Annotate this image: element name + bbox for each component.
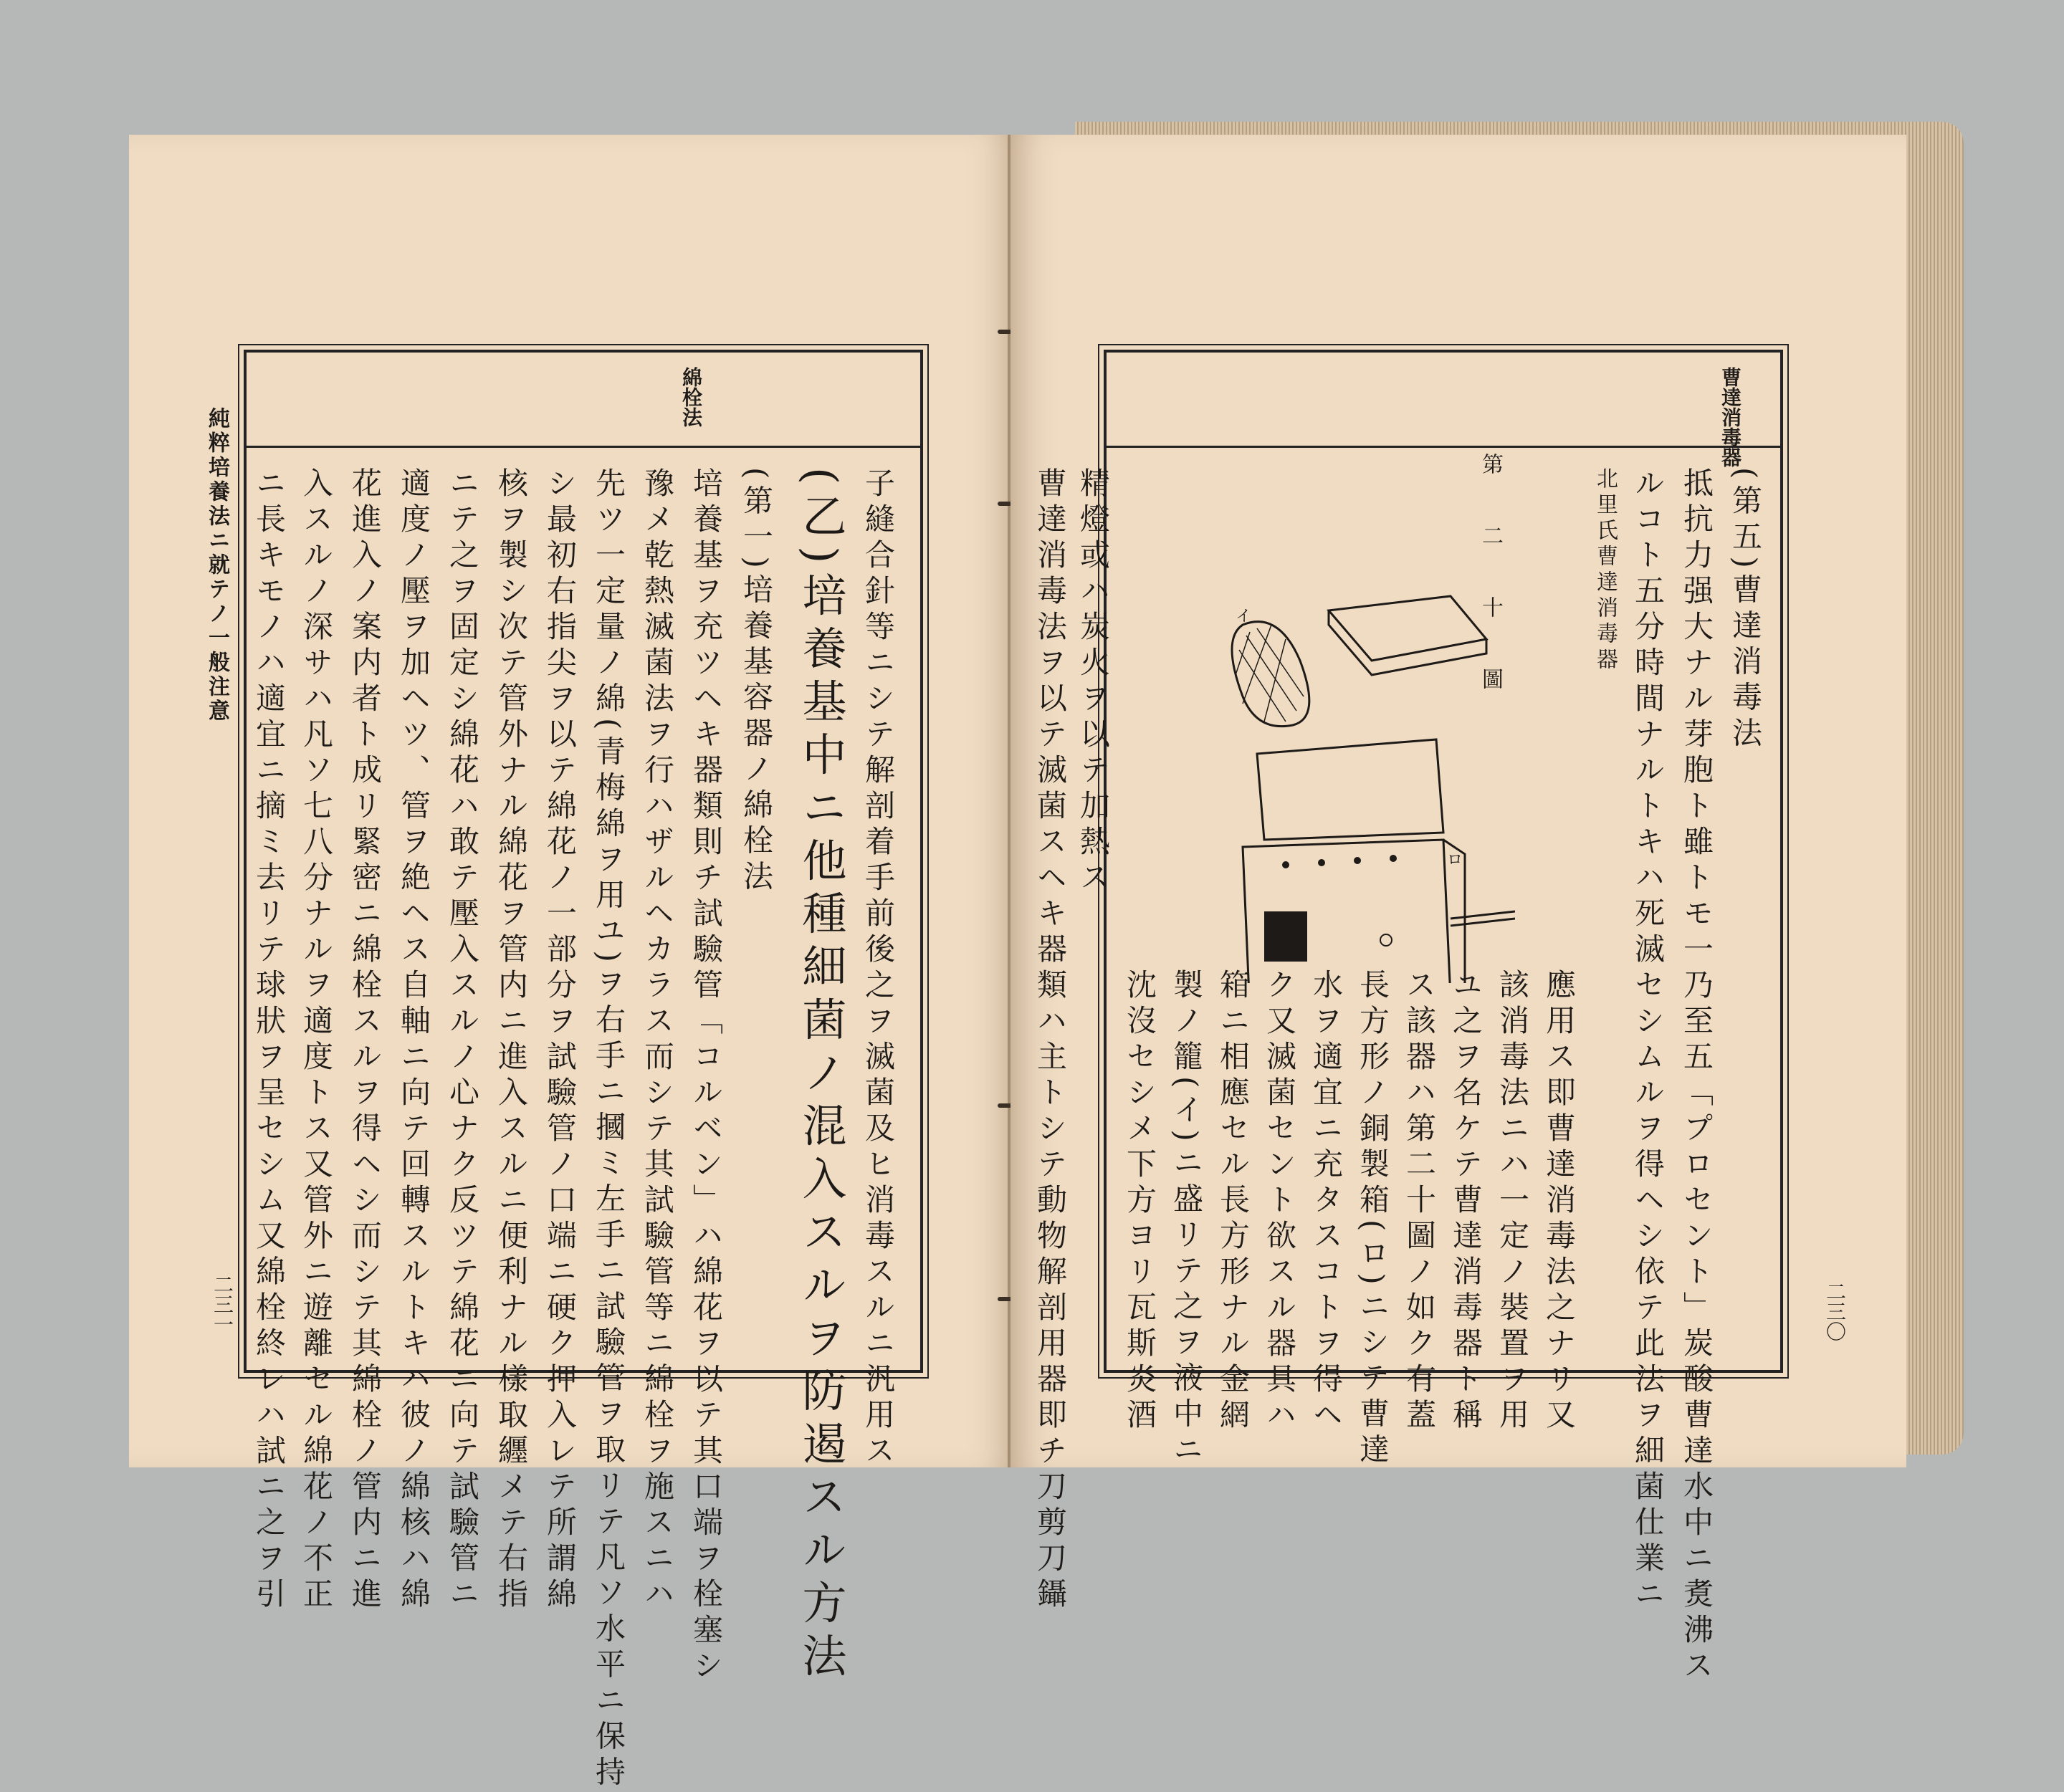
text-column: ルコト五分時間ナルトキハ死滅セシムルヲ得ヘシ依テ此法ヲ細菌仕業ニ (1630, 467, 1666, 1614)
right-page (1010, 135, 1906, 1685)
text-column: 水ヲ適宜ニ充タスコトヲ得ヘ (1309, 969, 1344, 1434)
text-column: 抵抗力强大ナル芽胞ト雖トモ一乃至五「プロセント」炭酸曹達水中ニ煑沸ス (1679, 467, 1714, 1685)
open-book (122, 115, 1956, 1792)
text-column: ク又滅菌セント欲スル器具ハ (1262, 969, 1297, 1434)
sterilizer-illustration (1214, 582, 1515, 983)
left-page (129, 135, 1015, 1792)
text-column: 箱ニ相應セル長方形ナル金網 (1215, 969, 1251, 1434)
header-band (1107, 353, 1780, 467)
basket-outline (1232, 622, 1309, 727)
text-column: 該消毒法ニハ一定ノ裝置ヲ用 (1495, 969, 1530, 1434)
figure-caption: 北里氏曹達消毒器 (1592, 467, 1618, 674)
basket-mesh (1236, 625, 1304, 722)
rivet (1390, 855, 1397, 862)
text-column: 精燈或ハ炭火ヲ以テ加熱ス (1076, 467, 1111, 897)
section-header-right: 曹達消毒器 (1719, 367, 1742, 467)
running-title: 純粹培養法ニ就テノ一般注意 (204, 407, 229, 724)
rivet (1354, 857, 1361, 864)
text-column: 入スルノ深サハ凡ソ七八分ナルヲ適度トス又管外ニ遊離セル綿花ノ不正 (299, 467, 334, 1614)
text-column: 長方形ノ銅製箱(ロ)ニシテ曹達 (1355, 969, 1390, 1470)
text-column: 曹達消毒法ヲ以テ滅菌スヘキ器類ハ主トシテ動物解剖用器即チ刀剪刀鑷 (1033, 467, 1068, 1614)
label-ro: ロ (1447, 851, 1463, 869)
text-column: 花進入ノ案内者ト成リ緊密ニ綿栓スルヲ得ヘシ而シテ其綿栓ノ管内ニ進 (348, 467, 383, 1614)
text-column: 培養基ヲ充ツヘキ器類則チ試驗管「コルベン」ハ綿花ヲ以テ其口端ヲ栓塞シ (689, 467, 724, 1685)
section-header-left: 綿栓法 (679, 367, 703, 427)
rivet (1282, 861, 1289, 868)
text-column: 適度ノ壓ヲ加ヘツ、管ヲ絶ヘス自軸ニ向テ回轉スルトキハ彼ノ綿核ハ綿 (396, 467, 431, 1614)
text-column: 應用ス即曹達消毒法之ナリ又 (1542, 969, 1577, 1434)
subsection-heading: (第五)曹達消毒法 (1728, 467, 1763, 753)
text-column: 子縫合針等ニシテ解剖着手前後之ヲ滅菌及ヒ消毒スルニ汎用ス (861, 467, 896, 1470)
burner (1264, 911, 1307, 962)
tray (1329, 596, 1486, 675)
box-lid (1257, 739, 1443, 840)
subsection-heading: (第一)培養基容器ノ綿栓法 (739, 467, 774, 896)
text-frame-right (1033, 350, 1783, 1685)
text-column: 製ノ籠(イ)ニ盛リテ之ヲ液中ニ (1169, 969, 1204, 1470)
text-column: ユ之ヲ名ケテ曹達消毒器ト稱 (1448, 969, 1484, 1434)
header-band (247, 353, 920, 448)
vent-hole (1380, 934, 1392, 946)
label-i: イ (1236, 608, 1252, 626)
text-frame-left (244, 350, 923, 1792)
page-number-right: 二三〇 (1823, 1281, 1847, 1341)
rivet (1318, 859, 1325, 866)
text-column: ス該器ハ第二十圖ノ如ク有蓋 (1402, 969, 1437, 1434)
text-column: 先ツ一定量ノ綿(青梅綿ヲ用ユ)ヲ右手ニ摑ミ左手ニ試驗管ヲ取リテ凡ソ水平ニ保持 (591, 467, 626, 1792)
text-column: ニテ之ヲ固定シ綿花ハ敢テ壓入スルノ心ナク反ツテ綿花ニ向テ試驗管ニ (445, 467, 480, 1614)
text-column: ニ長キモノハ適宜ニ摘ミ去リテ球狀ヲ呈セシム又綿栓終レハ試ニ之ヲ引 (252, 467, 287, 1614)
page-number-left: 二三一 (211, 1274, 234, 1334)
gas-pipe (1451, 911, 1515, 926)
figure-title: 第二十圖 (1478, 453, 1503, 739)
text-column: 核ヲ製シ次テ管外ナル綿花ヲ管内ニ進入スルニ便利ナル樣取纒メテ右指 (494, 467, 529, 1614)
text-column: 豫メ乾熱滅菌法ヲ行ハザルヘカラス而シテ其試驗管等ニ綿栓ヲ施スニハ (640, 467, 675, 1614)
text-column: シ最初右指尖ヲ以テ綿花ノ一部分ヲ試驗管ノ口端ニ硬ク押入レテ所謂綿 (543, 467, 578, 1614)
section-heading: (乙)培養基中ニ他種細菌ノ混入スルヲ防遏スル方法 (795, 467, 847, 1686)
text-column: 沈沒セシメ下方ヨリ瓦斯炎酒 (1122, 969, 1157, 1434)
